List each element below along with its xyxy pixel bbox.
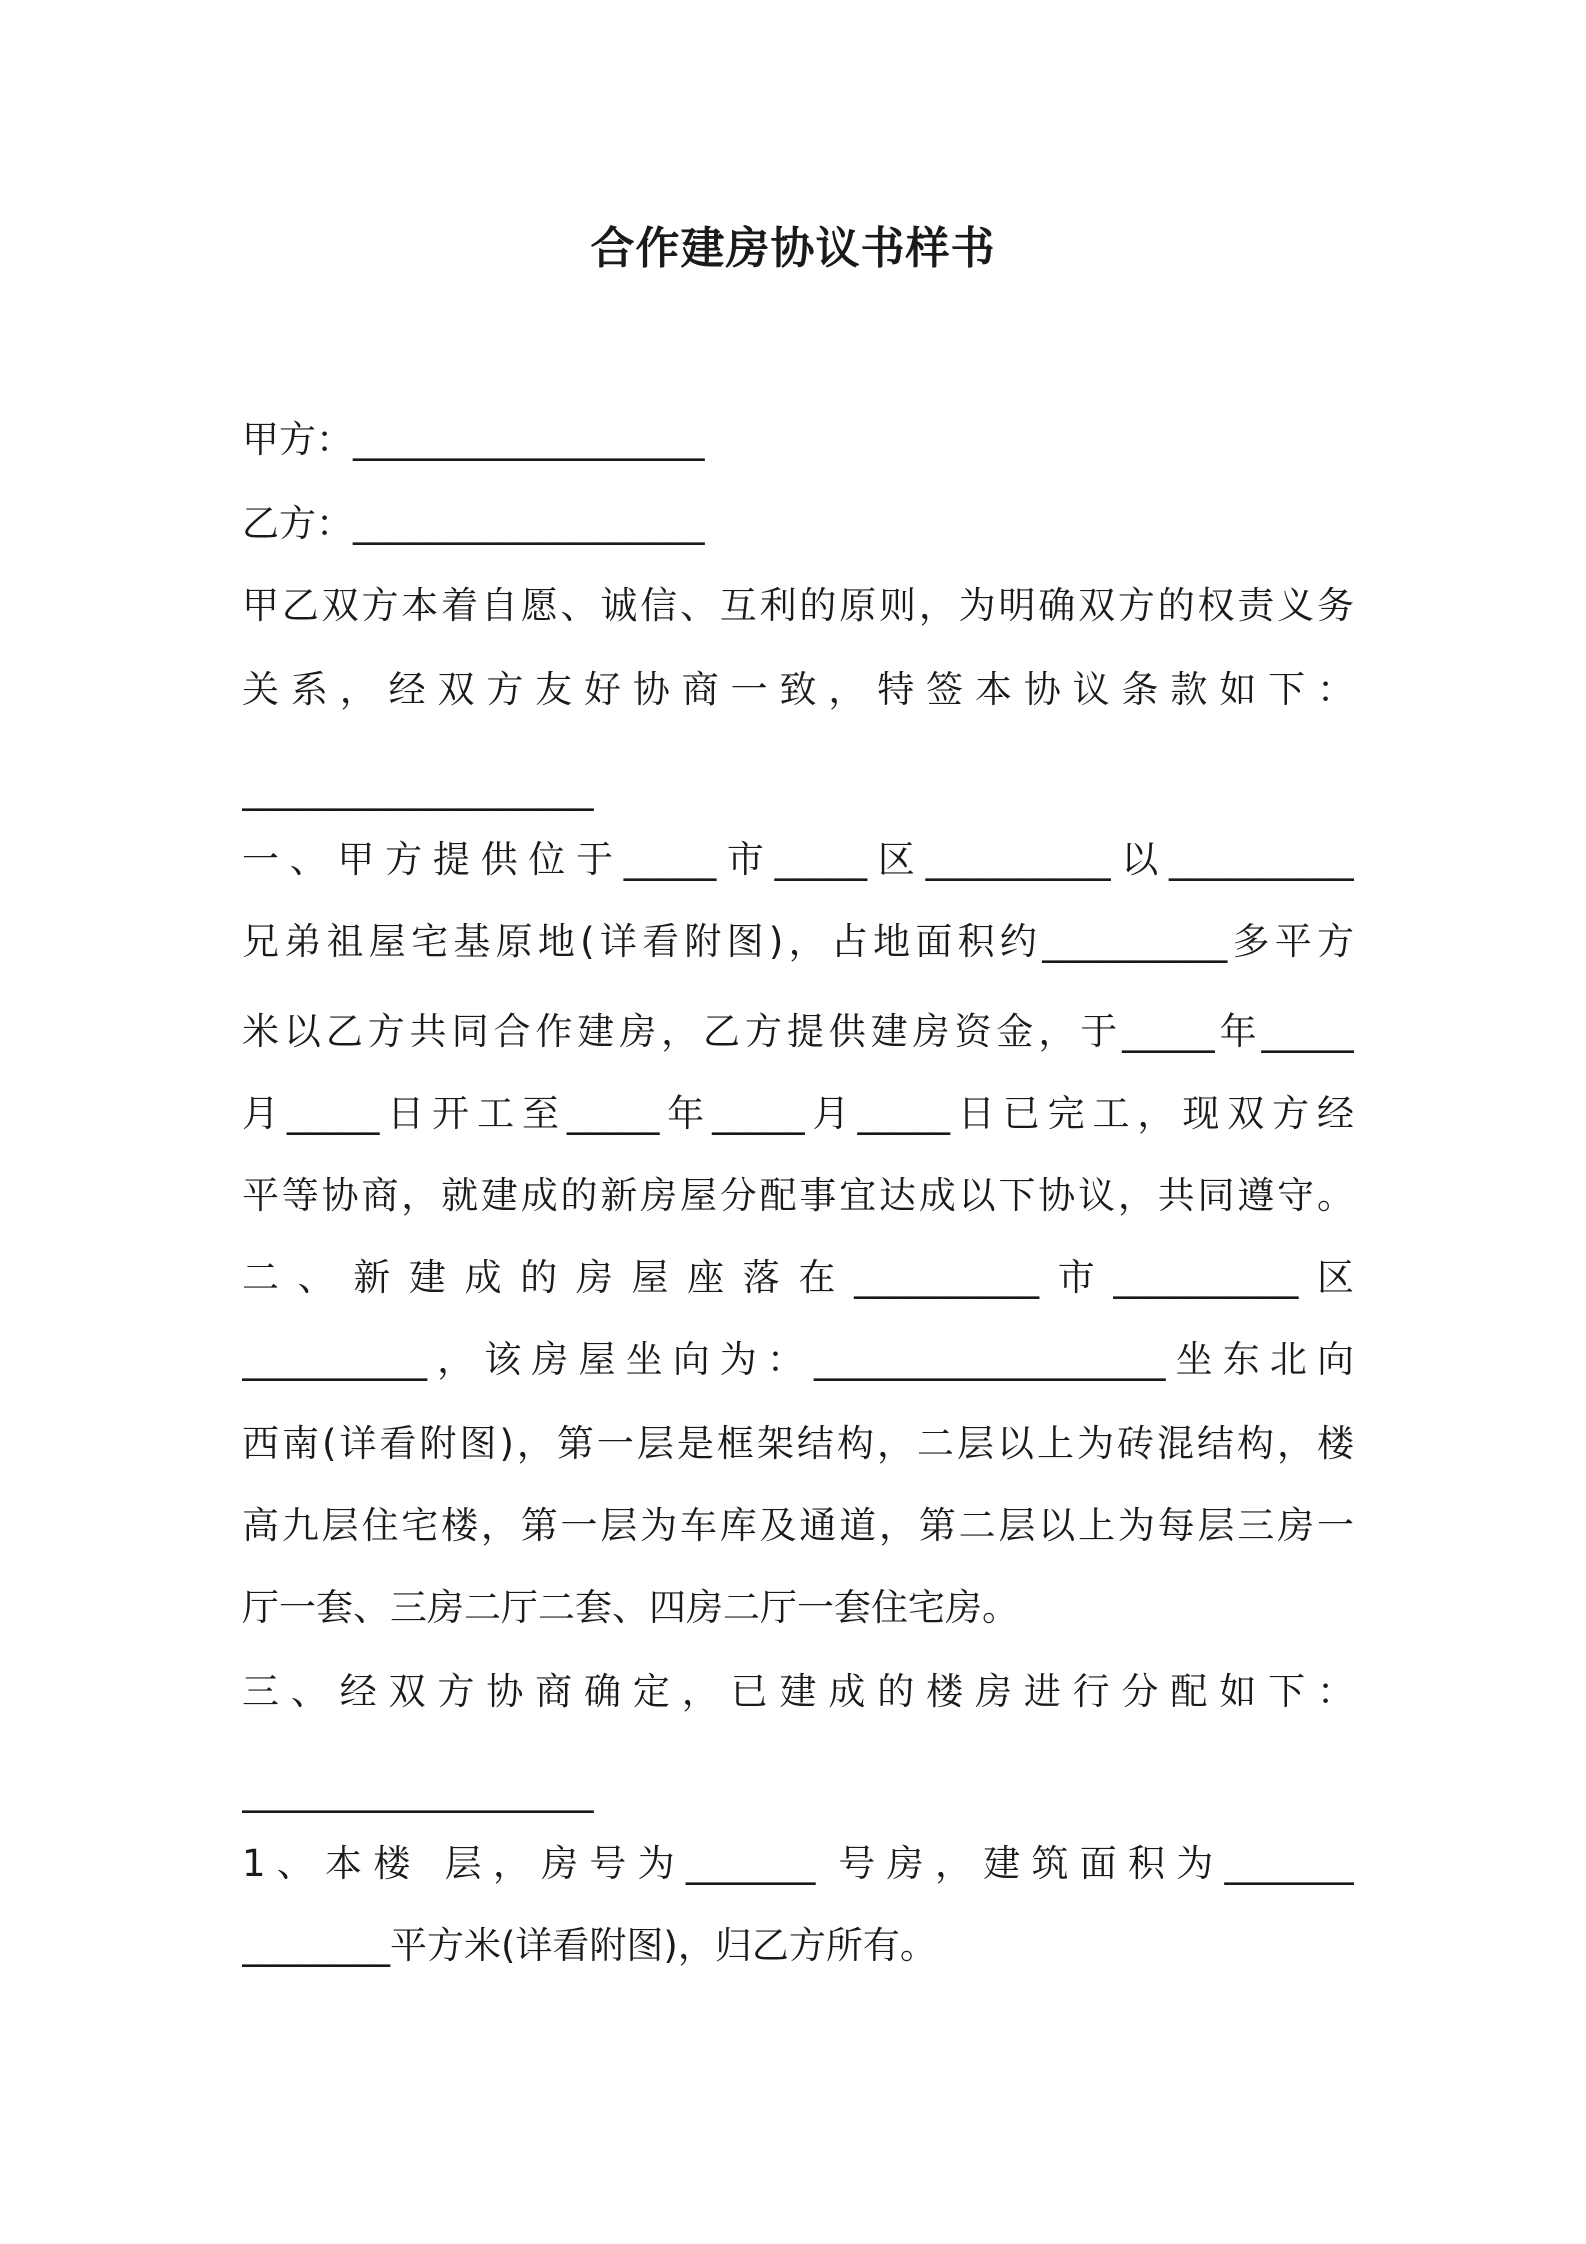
clause-1-line-3: 米以乙方共同合作建房，乙方提供建房资金，于_____年_____ bbox=[242, 1010, 1354, 1053]
blank-line-1: ___________________ bbox=[242, 768, 594, 811]
document-title: 合作建房协议书样书 bbox=[590, 223, 996, 274]
clause-2-line-2: __________，该房屋坐向为：___________________坐东北向 bbox=[242, 1338, 1354, 1381]
clause-1-line-4: 月_____日开工至_____年_____月_____日已完工，现双方经 bbox=[242, 1092, 1354, 1135]
clause-1-line-1: 一、甲方提供位于_____市_____区__________以__________ bbox=[242, 838, 1354, 881]
party-b-line: 乙方：___________________ bbox=[242, 502, 705, 545]
clause-2-line-3: 西南(详看附图)，第一层是框架结构，二层以上为砖混结构，楼 bbox=[242, 1422, 1354, 1465]
blank-line-2: ___________________ bbox=[242, 1770, 594, 1813]
clause-1-line-2: 兄弟祖屋宅基原地(详看附图)，占地面积约__________多平方 bbox=[242, 920, 1354, 963]
clause-2-line-5: 厅一套、三房二厅二套、四房二厅一套住宅房。 bbox=[242, 1586, 1019, 1629]
clause-3-line-1: 三、经双方协商确定，已建成的楼房进行分配如下： bbox=[242, 1670, 1354, 1713]
clause-3-item-1-line-2: ________平方米(详看附图)，归乙方所有。 bbox=[242, 1924, 937, 1967]
clause-2-line-4: 高九层住宅楼，第一层为车库及通道，第二层以上为每层三房一 bbox=[242, 1504, 1354, 1547]
party-a-line: 甲方：___________________ bbox=[242, 418, 705, 461]
preamble-line-1: 甲乙双方本着自愿、诚信、互利的原则，为明确双方的权责义务 bbox=[242, 584, 1354, 627]
clause-3-item-1-line-1: 1、本楼 层，房号为_______ 号房，建筑面积为_______ bbox=[242, 1842, 1354, 1885]
preamble-line-2: 关系，经双方友好协商一致，特签本协议条款如下： bbox=[242, 668, 1354, 711]
clause-2-line-1: 二、新建成的房屋座落在__________市__________区 bbox=[242, 1256, 1354, 1299]
clause-1-line-5: 平等协商，就建成的新房屋分配事宜达成以下协议，共同遵守。 bbox=[242, 1174, 1354, 1217]
